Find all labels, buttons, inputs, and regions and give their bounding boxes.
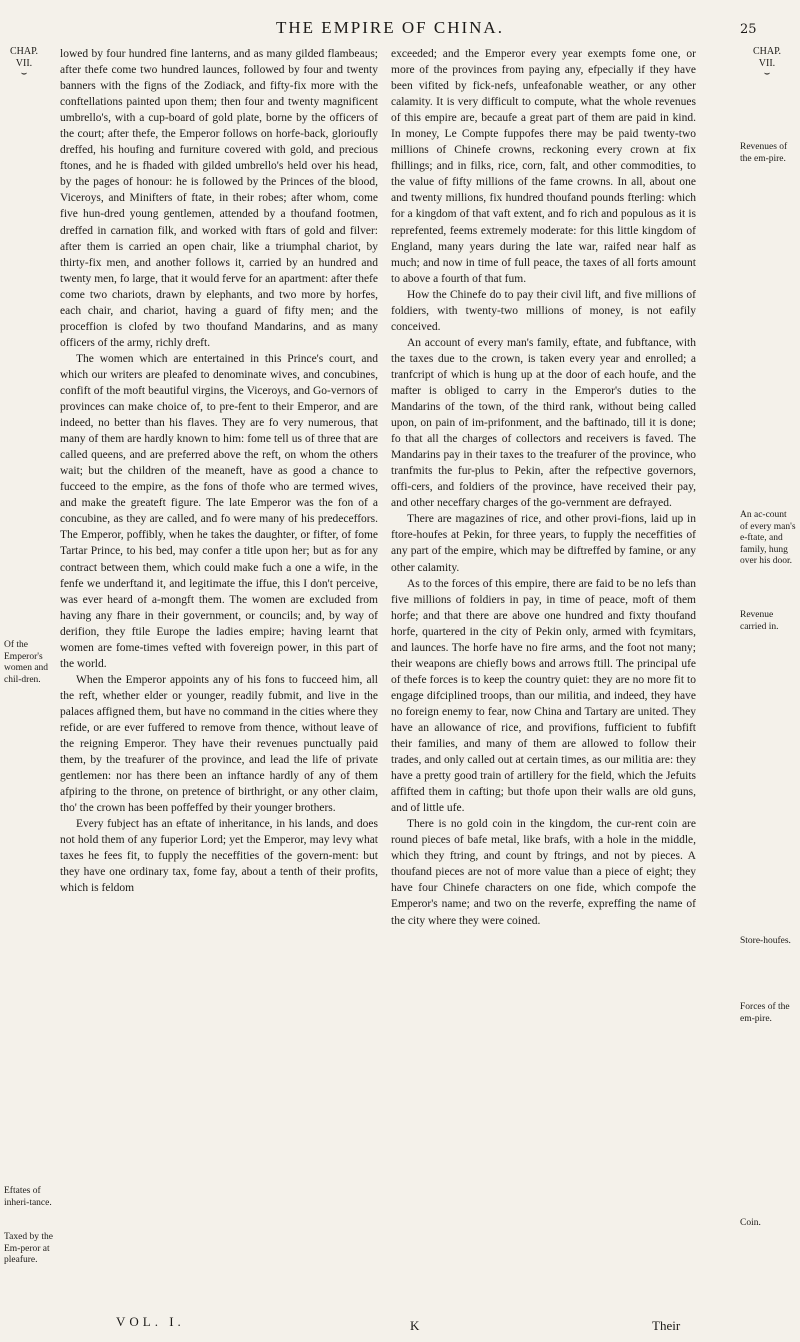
running-title: THE EMPIRE OF CHINA. bbox=[276, 18, 504, 37]
chapter-rule-ornament: ⌣ bbox=[20, 68, 28, 79]
paragraph: exceeded; and the Emperor every year exempts fome one, or more of the provinces from paying any, efpecially if they have been vifited by fick-nefs, unfeafonable weather, or any other calamity. It is very difficult to compute, what the whole revenues of this empire are, becaufe a great part of them are paid in kind. In money, Le Compte fuppofes there may be paid twenty-two millions of Chinefe crowns, reckoning every crown at fix fhillings; and in filks, rice, corn, falt, and other commodities, to the value of fifty millions of the fame crowns. In all, about one and twenty millions, fix hundred thoufand pounds fterling: which for a kingdom of that vaft extent, and fo rich and populous as it is reprefented, feems extremely moderate: for this little kingdom of England, many years during the late war, raifed near half as much; and now in time of full peace, the taxes of all forts amount to above a fourth of that fum. bbox=[391, 48, 696, 285]
paragraph: Every fubject has an eftate of inheritance, in his lands, and does not hold them of any fuperior Lord; yet the Emperor, may levy what taxes he fees fit, to fupply the neceffities of the govern-ment: but they have one ordinary tax, fome fay, about a tenth of their profits, which is feldom bbox=[60, 818, 378, 895]
page-number: 25 bbox=[740, 22, 757, 37]
signature-mark: K bbox=[410, 1318, 420, 1333]
chapter-number: VII. bbox=[15, 58, 33, 69]
paragraph: As to the forces of this empire, there are faid to be no lefs than five millions of foldiers in pay, in time of peace, moft of them horfe; and that there are above one hundred and fixty thoufand horfe, quartered in the city of Pekin only, armed with fcymitars, and launces. The horfe have no fire arms, and the foot not many; their weapons are chiefly bows and arrows ftill. The principal ufe of thefe forces is to keep the country quiet: they are no more fit to engage difciplined troops, than our militia, and indeed, they have no foreign enemy to fear, now China and Tartary are united. They have an allowance of rice, and provifions, fufficient to fubfift their families, and many of them are allowed to follow their trades, and only called out at certain times, as our militia are: they have a pretty good train of artillery for the field, which the Jefuits affifted them in cafting; but thofe upon their walls are old guns, and of little ufe. bbox=[391, 577, 696, 815]
margin-note-storehouses: Store-houfes. bbox=[740, 936, 791, 946]
left-text-column bbox=[60, 46, 378, 896]
margin-note-coin: Coin. bbox=[740, 1218, 761, 1228]
chapter-mark-right bbox=[740, 46, 794, 78]
margin-note-women: Of the Emperor's women and chil-dren. bbox=[4, 640, 49, 685]
catchword: Their bbox=[652, 1318, 681, 1333]
chapter-number: VII. bbox=[758, 58, 776, 69]
running-header bbox=[0, 18, 800, 44]
paragraph: The women which are entertained in this Prince's court, and which our writers are pleafed to denominate wives, and concubines, confift of the moft beautiful virgins, the Viceroys, and Go-vernors of provinces can make choice of, to pre-fent to their Emperor, and are indeed, no better than his flaves. They are fo very numerous, that many of them are hardly known to him: fome tell us of three that are called queens, and are preferred above the reft, on whom the others wait; but the children of the meaneft, have as good a chance to fucceed to the empire, as the fons of thofe who are termed wives, and make the greateft figure. The late Emperor was the fon of a concubine, as they are called, and fo were many of his predeceffors. The Emperor, poffibly, when he takes the daughter, or fifter, of fome Tartar Prince, to his bed, may confer a title upon her; but as for any contract between them, which could make fuch a one a wife, in the fenfe we underftand it, and legitimate the iffue, this I don't perceive, was ever heard of a-mongft them. The women are excluded from having any fhare in their government, or councils; and, by way of derifion, they ftile Europe the ladies empire; having learnt that women are fome-times vefted with fovereign power, in this part of the world. bbox=[60, 352, 378, 670]
paragraph: An account of every man's family, eftate, and fubftance, with the taxes due to the crown, is taken every year and enrolled; a tranfcript of which is hung up at the door of each houfe, and the mafter is obliged to carry in the Emperor's duties to the Mandarins of the town, of the third rank, without being called upon, on pain of im-prifonment, and the baftinado, till it is done; fo that all the charges of collectors and receivers is faved. The Mandarins pay in their taxes to the treafurer of the province, who tranfmits the fur-plus to Pekin, after the refpective governors, offi-cers, and foldiers of the province, have received their pay, and other neceffary charges of the go-vernment are defrayed. bbox=[391, 336, 696, 510]
volume-label: VOL. I. bbox=[116, 1314, 185, 1329]
chapter-label: CHAP. bbox=[9, 46, 39, 57]
margin-note-account: An ac-count of every man's e-ftate, and family, hung over his door. bbox=[740, 510, 796, 566]
paragraph: How the Chinefe do to pay their civil lift, and five millions of foldiers, with twenty-two millions of money, is not eafily conceived. bbox=[391, 288, 696, 333]
chapter-mark-left bbox=[4, 46, 44, 78]
margin-note-estates: Eftates of inheri-tance. bbox=[4, 1186, 52, 1208]
margin-note-forces: Forces of the em-pire. bbox=[740, 1002, 790, 1024]
paragraph: There are magazines of rice, and other provi-fions, laid up in ftore-houfes at Pekin, for three years, to fupply the neceffities of any part of the empire, which may be diftreffed by famine, or any other calamity. bbox=[391, 513, 696, 574]
paragraph: There is no gold coin in the kingdom, the cur-rent coin are round pieces of bafe metal, like brafs, with a hole in the middle, which they ftring, and count by ftrings, and not by pieces. A thoufand pieces are not of more value than a piece of eight; they have four Chinefe characters on one fide, which compofe the Emperor's name; and two on the reverfe, expreffing the name of the city where they were coined. bbox=[391, 818, 696, 927]
chapter-rule-ornament: ⌣ bbox=[763, 68, 771, 79]
margin-note-revenue-carried: Revenue carried in. bbox=[740, 610, 779, 632]
right-text-column bbox=[391, 46, 696, 929]
margin-note-revenues: Revenues of the em-pire. bbox=[740, 142, 788, 164]
chapter-label: CHAP. bbox=[752, 46, 782, 57]
margin-note-taxed: Taxed by the Em-peror at pleafure. bbox=[4, 1232, 53, 1265]
paragraph: lowed by four hundred fine lanterns, and as many gilded flambeaus; after thefe come two hundred launces, followed by four and twenty banners with the figns of the Zodiack, and fifty-fix more with the conftellations painted upon them; then four and twenty magnificent umbrello's, with a cup-board of gold plate, borne by the officers of the court; after thefe, the Emperor follows on horfe-back, glorioufly dreffed, his houfing and furniture covered with gold, and precious ftones, and he is fhaded with gilded umbrello's held over his head, by the pages of honour: he is followed by the Princes of the blood, Viceroys, and Minifters of ftate, in their robes; after whom, come five hun-dred young gentlemen, attended by a thoufand footmen, dreffed in carnation filk, and worked with ftars of gold and filver: after them is carried an open chair, like a triumphal chariot, by thirty-fix men, and another follows it, carried by an hundred and twenty men, fo large, that it would ferve for an apartment: after thefe come two chariots, drawn by elephants, and two more by horfes, each chair, and chariot, having a guard of fifty men; and the proceffion is clofed by two thoufand Mandarins, and as many officers of the army, richly dreft. bbox=[60, 48, 378, 349]
paragraph: When the Emperor appoints any of his fons to fucceed him, all the reft, whether elder or younger, readily fubmit, and live in the palaces affigned them, but have no command in the cities where they refide, or are ever fuffered to remove from thence, without leave of the reigning Emperor. They have their revenues punctually paid them, by the treafurer of the province, and lead the life of private gentlemen: nor has there been an inftance hardly of any of them afpiring to the throne, on pretence of birthright, or any other claim, tho' the crown has been poffeffed by their younger brothers. bbox=[60, 673, 378, 815]
